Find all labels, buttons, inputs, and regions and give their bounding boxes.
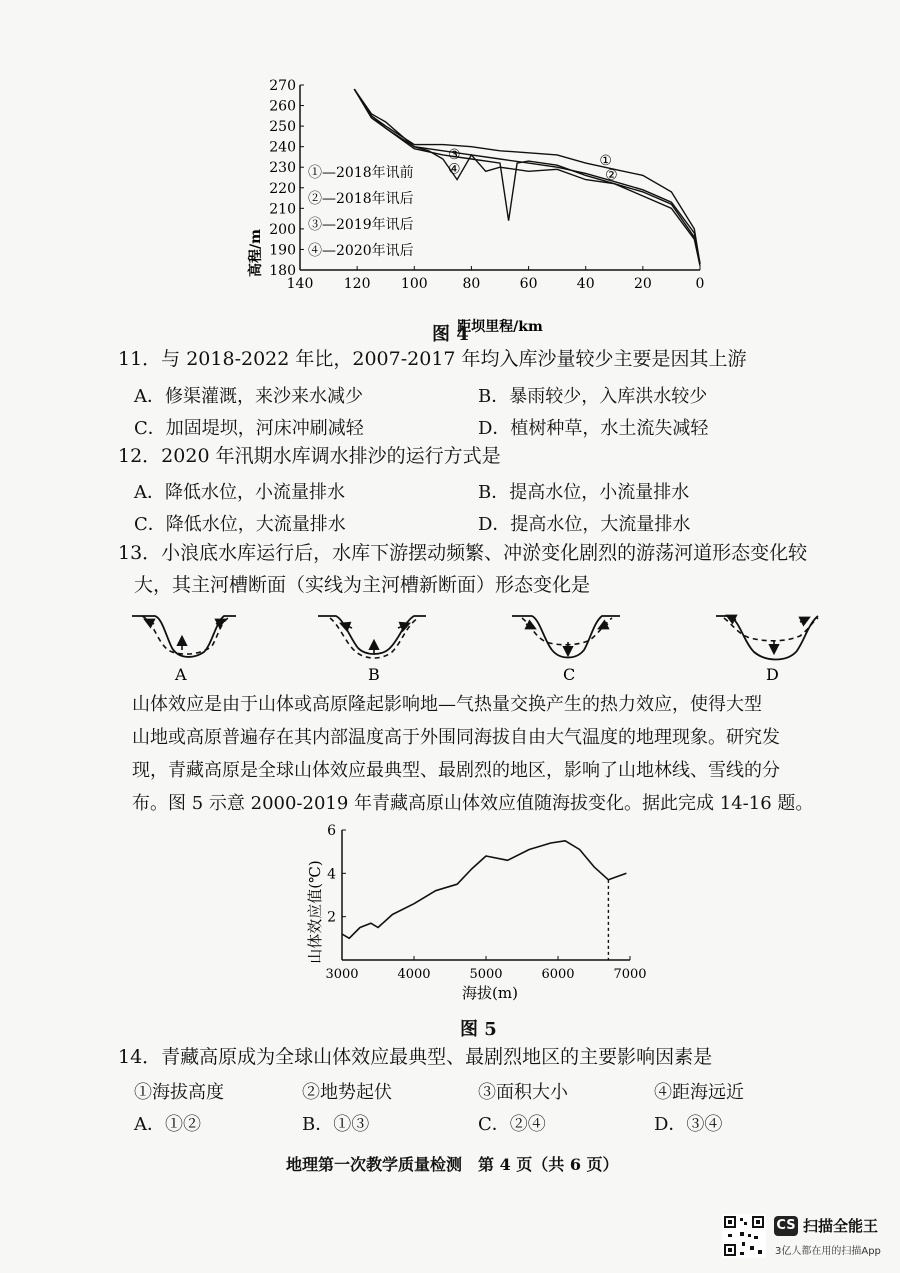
fig4-y-axis-label: 高程/m [248,229,264,277]
q13-stem-line2: 大，其主河槽断面（实线为主河槽新断面）形态变化是 [134,574,591,596]
passage-line-4: 布。图 5 示意 2000-2019 年青藏高原山体效应值随海拔变化。据此完成 14-16 题。 [132,793,814,814]
fig5-caption: 图 5 [460,1019,497,1040]
q13-section-d [716,616,818,684]
fig4-y-tick-label: 260 [269,98,296,115]
q14-item-4: ④距海远近 [654,1082,744,1103]
fig5-x-tick-label: 5000 [469,967,503,982]
passage-line-1: 山体效应是由于山体或高原隆起影响地—气热量交换产生的热力效应，使得大型 [132,694,762,715]
fig4-legend-item-1: ①—2018年讯前 [308,165,414,181]
fig5-y-tick-label: 2 [327,909,336,926]
fig4-x-tick-label: 100 [400,276,428,292]
fig4-y-tick-label: 190 [269,242,296,259]
q13-section-b [318,616,426,684]
fig4-y-tick-label: 270 [269,78,296,94]
q13-label-b: B [368,665,380,684]
q12-option-c: C．降低水位，大流量排水 [134,514,346,535]
fig5-y-tick-label: 6 [327,823,336,839]
q13-label-c: C [563,665,576,684]
q14-stem: 14．青藏高原成为全球山体效应最典型、最剧烈地区的主要影响因素是 [118,1046,713,1068]
fig4-x-tick-label: 40 [576,276,595,292]
q12-stem: 12．2020 年汛期水库调水排沙的运行方式是 [118,445,501,467]
page-footer: 地理第一次教学质量检测 第 4 页（共 6 页） [286,1155,619,1174]
fig5-series-line [342,841,626,939]
fig4-legend-item-3: ③—2019年讯后 [308,217,414,233]
q11-option-a: A．修渠灌溉，来沙来水减少 [134,386,363,407]
qr-code-icon [722,1214,766,1258]
fig4-y-tick-label: 180 [269,263,296,279]
fig4-y-tick-label: 240 [269,139,296,156]
fig4-x-tick-label: 60 [519,276,538,292]
fig4-x-tick-label: 80 [462,276,481,292]
fig4-curve-marker-4: ④ [448,161,461,178]
fig4-x-tick-label: 0 [695,276,705,292]
fig5-y-axis-label: 山体效应值(℃) [306,860,324,964]
q11-option-b: B．暴雨较少，入库洪水较少 [478,386,708,407]
q13-cross-sections [120,598,820,688]
fig5-y-tick-label: 4 [327,866,336,883]
fig4-curve-marker-1: ① [599,153,612,170]
fig4-x-tick-label: 120 [343,276,371,292]
q11-option-d: D．植树种草，水土流失减轻 [478,418,709,439]
scanner-tagline: 3亿人都在用的扫描App [775,1246,881,1257]
fig5-x-tick-label: 4000 [397,967,431,982]
fig5-x-axis-label: 海拔(m) [462,984,518,1002]
fig4-legend-item-4: ④—2020年讯后 [308,243,414,259]
fig4-chart [240,75,720,337]
figure-5 [290,822,670,1022]
fig5-x-tick-label: 6000 [541,967,575,982]
fig4-caption: 图 4 [432,324,469,345]
fig4-x-tick-label: 20 [633,276,652,292]
q14-item-2: ②地势起伏 [302,1082,392,1103]
fig4-x-axis-label: 距坝里程/km [457,319,543,335]
q12-option-a: A．降低水位，小流量排水 [134,482,345,503]
passage-line-3: 现，青藏高原是全球山体效应最典型、最剧烈的地区，影响了山地林线、雪线的分 [132,760,780,781]
q12-option-b: B．提高水位，小流量排水 [478,482,690,503]
passage [96,688,856,820]
figure-4 [240,75,720,337]
q12-option-d: D．提高水位，大流量排水 [478,514,691,535]
scanner-badge: CS [774,1216,798,1236]
fig4-curve-marker-3: ③ [448,147,461,163]
q14-item-1: ①海拔高度 [134,1082,224,1103]
q14-option-b: B．①③ [302,1114,370,1135]
fig4-y-tick-label: 220 [269,180,296,197]
q14-item-3: ③面积大小 [478,1082,568,1103]
q13-label-a: A [175,665,187,684]
q11-option-c: C．加固堤坝，河床冲刷减轻 [134,418,364,439]
scanner-app-name: 扫描全能王 [803,1217,879,1235]
fig4-curve-marker-2: ② [605,167,618,184]
q13-label-d: D [766,665,779,684]
fig4-y-tick-label: 200 [269,221,296,238]
fig4-y-tick-label: 230 [269,160,296,177]
fig5-x-tick-label: 3000 [325,967,359,982]
passage-line-2: 山地或高原普遍存在其内部温度高于外围同海拔自由大气温度的地理现象。研究发 [132,727,780,748]
q13-section-c [512,616,620,684]
qr-code [722,1214,766,1258]
q13-section-a [132,616,236,684]
fig4-legend-item-2: ②—2018年讯后 [308,191,414,207]
fig5-x-tick-label: 7000 [613,967,647,982]
fig4-x-tick-label: 140 [286,276,314,292]
q13-stem-line1: 13．小浪底水库运行后，水库下游摆动频繁、冲淤变化剧烈的游荡河道形态变化较 [118,542,808,564]
fig5-chart [290,822,670,1022]
q14-option-d: D．③④ [654,1114,723,1135]
fig4-y-tick-label: 250 [269,119,296,136]
q14-option-c: C．②④ [478,1114,546,1135]
q14-option-a: A．①② [134,1114,201,1135]
fig4-y-tick-label: 210 [269,201,296,218]
q11-stem: 11．与 2018-2022 年比，2007-2017 年均入库沙量较少主要是因其上游 [118,348,747,370]
